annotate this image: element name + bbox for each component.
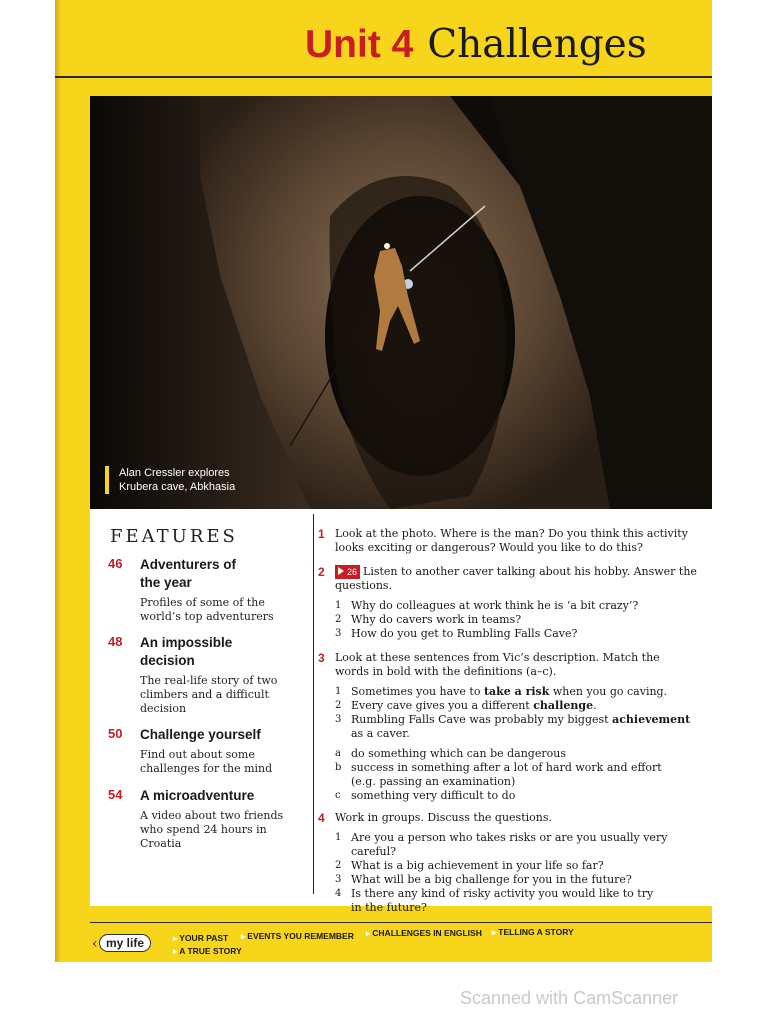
- question-number: 2: [335, 860, 342, 871]
- sentence-item: [335, 699, 705, 713]
- definition-letter: b: [335, 762, 342, 773]
- play-icon: [338, 567, 344, 575]
- column-divider: [313, 514, 314, 894]
- feature-description: [140, 596, 298, 624]
- sentence-text: Sometimes you have to: [351, 685, 484, 698]
- my-life-item: [366, 928, 482, 939]
- sentence-text: Every cave gives you a different: [351, 699, 534, 712]
- definition-text: (e.g. passing an examination): [351, 775, 516, 788]
- exercise-text: Look at the photo. Where is the man? Do you think this activity: [335, 527, 688, 540]
- my-life-item-label: CHALLENGES IN ENGLISH: [372, 928, 482, 938]
- question-text: Why do colleagues at work think he is ‘a bit crazy’?: [351, 599, 639, 612]
- question-item: [335, 613, 705, 627]
- feature-desc-line: who spend 24 hours in: [140, 823, 267, 836]
- feature-item: [108, 726, 298, 776]
- audio-track-number: 26: [347, 567, 358, 577]
- page-binding-shadow: [55, 0, 61, 962]
- title-divider: [55, 76, 712, 78]
- definition-letter: a: [335, 748, 341, 759]
- exercise-number: 2: [318, 565, 325, 579]
- sentence-number: 3: [335, 714, 342, 725]
- feature-page-number: 50: [108, 726, 123, 741]
- feature-desc-line: challenges for the mind: [140, 762, 273, 775]
- triangle-icon: ▸: [173, 933, 178, 943]
- question-text: Are you a person who takes risks or are you usually very careful?: [351, 831, 668, 858]
- exercise-text-line: Listen to another caver talking about his hobby. Answer the: [363, 565, 697, 578]
- feature-desc-line: world’s top adventurers: [140, 610, 274, 623]
- unit-title: Challenges: [427, 22, 647, 67]
- exercise-text: questions.: [335, 579, 393, 592]
- feature-item: [108, 787, 298, 851]
- feature-title-line: the year: [140, 575, 192, 590]
- question-text: Why do cavers work in teams?: [351, 613, 522, 626]
- sentence-item: [335, 685, 705, 699]
- feature-title: [140, 634, 298, 670]
- feature-desc-line: Croatia: [140, 837, 182, 850]
- question-number: 3: [335, 628, 342, 639]
- my-life-item-label: TELLING A STORY: [498, 927, 574, 937]
- feature-title-line: A microadventure: [140, 788, 255, 803]
- feature-description: [140, 748, 298, 776]
- sentence-text: Rumbling Falls Cave was probably my biggest: [351, 713, 613, 726]
- exercise-4: [318, 811, 705, 915]
- feature-item: [108, 556, 298, 624]
- sentence-text: .: [593, 699, 597, 712]
- question-text: in the future?: [351, 901, 427, 914]
- sentence-number: 2: [335, 700, 342, 711]
- question-text: Is there any kind of risky activity you would like to try: [351, 887, 654, 900]
- sentence-list: [335, 685, 705, 741]
- definition-text: success in something after a lot of hard work and effort: [351, 761, 662, 774]
- my-life-item: [173, 946, 242, 957]
- caption-line: Alan Cressler explores: [119, 467, 230, 479]
- cave-photo: [90, 96, 712, 509]
- triangle-icon: ▸: [492, 927, 497, 937]
- question-text: What is a big achievement in your life so far?: [351, 859, 604, 872]
- feature-description: [140, 674, 298, 716]
- feature-title: [140, 556, 298, 592]
- feature-desc-line: Find out about some: [140, 748, 255, 761]
- question-text: How do you get to Rumbling Falls Cave?: [351, 627, 578, 640]
- page-title: [305, 22, 647, 67]
- feature-title-line: Challenge yourself: [140, 727, 261, 742]
- my-life-item-label: EVENTS YOU REMEMBER: [247, 931, 354, 941]
- feature-description: [140, 809, 298, 851]
- exercise-3: [318, 651, 705, 803]
- exercise-number: 1: [318, 527, 325, 541]
- caption-line: Krubera cave, Abkhasia: [119, 481, 236, 493]
- my-life-item: [173, 933, 228, 944]
- question-item: [335, 599, 705, 613]
- textbook-page: [55, 0, 712, 962]
- triangle-icon: ▸: [241, 931, 246, 941]
- question-list: [335, 599, 705, 641]
- feature-desc-line: Profiles of some of the: [140, 596, 265, 609]
- bold-word: achievement: [612, 713, 691, 726]
- sentence-number: 1: [335, 686, 342, 697]
- feature-title-line: decision: [140, 653, 195, 668]
- feature-page-number: 46: [108, 556, 123, 571]
- question-number: 1: [335, 600, 342, 611]
- my-life-item-label: A TRUE STORY: [179, 946, 242, 956]
- question-item: [335, 887, 705, 915]
- definition-item: [335, 789, 705, 803]
- feature-title-line: Adventurers of: [140, 557, 237, 572]
- exercise-1: [318, 527, 705, 555]
- question-item: [335, 831, 705, 859]
- feature-desc-line: decision: [140, 702, 187, 715]
- my-life-item-label: YOUR PAST: [179, 933, 229, 943]
- exercise-text: looks exciting or dangerous? Would you like to do this?: [335, 541, 643, 554]
- exercise-number: 4: [318, 811, 325, 825]
- bold-word: take a risk: [483, 685, 550, 698]
- scanner-watermark: Scanned with CamScanner: [460, 988, 679, 1008]
- question-item: [335, 627, 705, 641]
- feature-page-number: 54: [108, 787, 123, 802]
- triangle-icon: ▸: [173, 946, 178, 956]
- sentence-item: [335, 713, 705, 741]
- feature-title: [140, 726, 298, 744]
- definition-list: [335, 747, 705, 803]
- question-number: 2: [335, 614, 342, 625]
- chevron-left-icon: ‹: [92, 936, 98, 952]
- triangle-icon: ▸: [366, 928, 371, 938]
- audio-track-button[interactable]: [335, 565, 360, 579]
- sentence-text: as a caver.: [351, 727, 410, 740]
- exercise-2: [318, 565, 705, 641]
- question-item: [335, 859, 705, 873]
- photo-caption: [105, 466, 235, 494]
- question-number: 4: [335, 888, 342, 899]
- question-item: [335, 873, 705, 887]
- cave-illustration: [90, 96, 712, 509]
- question-list: [335, 831, 705, 915]
- features-heading: FEATURES: [110, 526, 238, 547]
- feature-item: [108, 634, 298, 716]
- exercise-text: Look at these sentences from Vic’s description. Match the: [335, 651, 660, 664]
- feature-desc-line: A video about two friends: [140, 809, 284, 822]
- question-text: What will be a big challenge for you in the future?: [351, 873, 632, 886]
- my-life-item: [241, 931, 354, 942]
- definition-letter: c: [335, 790, 341, 801]
- my-life-badge: my life: [99, 934, 151, 952]
- exercise-text: words in bold with the definitions (a–c).: [335, 665, 557, 678]
- footer-divider: [90, 922, 712, 923]
- definition-item: [335, 747, 705, 761]
- feature-desc-line: climbers and a difficult: [140, 688, 269, 701]
- content-panel: [90, 509, 712, 914]
- bold-word: challenge: [533, 699, 594, 712]
- feature-desc-line: The real-life story of two: [140, 674, 278, 687]
- feature-page-number: 48: [108, 634, 123, 649]
- exercise-text: [335, 565, 705, 579]
- feature-title: [140, 787, 298, 805]
- definition-text: do something which can be dangerous: [351, 747, 566, 760]
- unit-number: Unit 4: [305, 23, 414, 66]
- exercise-number: 3: [318, 651, 325, 665]
- sentence-text: when you go caving.: [549, 685, 668, 698]
- definition-text: something very difficult to do: [351, 789, 516, 802]
- my-life-item: [492, 927, 574, 938]
- question-number: 1: [335, 832, 342, 843]
- exercise-text: Work in groups. Discuss the questions.: [335, 811, 552, 824]
- feature-title-line: An impossible: [140, 635, 233, 650]
- definition-item: [335, 761, 705, 789]
- question-number: 3: [335, 874, 342, 885]
